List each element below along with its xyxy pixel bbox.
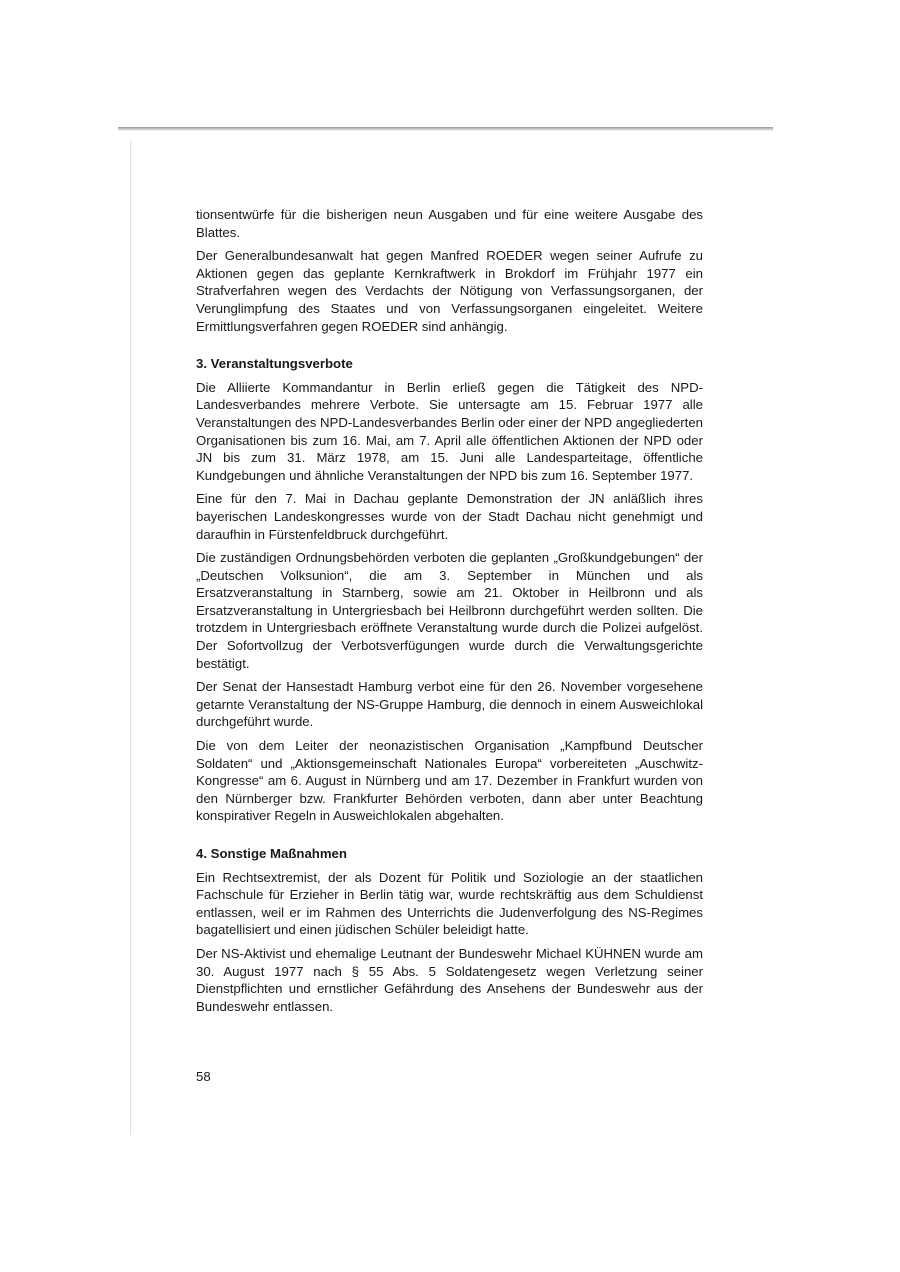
paragraph-intro-2: Der Generalbundesanwalt hat gegen Manfred ROEDER wegen seiner Aufrufe zu Aktionen gegen das geplante Kernkraftwerk in Brokdorf im Frühjahr 1977 ein Strafverfahren wegen des Verdachts der Nötigung von Verfassungsorganen, der Verunglimpfung des Staates und von Verfassungsorganen eingeleitet. Weitere Ermittlungsverfahren gegen ROEDER sind anhängig. [196, 248, 703, 334]
section-4-paragraph-1: Ein Rechtsextremist, der als Dozent für Politik und Soziologie an der staatlichen Fachschule für Erzieher in Berlin tätig war, wurde rechtskräftig aus dem Schuldienst entlassen, weil er im Rahmen des Unterrichts die Judenverfolgung des NS-Regimes bagatellisiert und einen jüdischen Schüler beleidigt hatte. [196, 869, 703, 938]
section-4-heading: 4. Sonstige Maßnahmen [196, 846, 347, 861]
section-3-paragraph-2: Eine für den 7. Mai in Dachau geplante Demonstration der JN anläßlich ihres bayerischen Landeskongresses wurde von der Stadt Dachau nicht genehmigt und daraufhin in Fürstenfeldbruck durchgeführt. [196, 491, 703, 542]
scan-edge-left [130, 140, 132, 1135]
page-body [196, 206, 703, 1021]
paragraph-intro-1: tionsentwürfe für die bisherigen neun Ausgaben und für eine weitere Ausgabe des Blattes. [196, 207, 703, 240]
scan-edge-top [118, 127, 773, 131]
section-3-paragraph-5: Die von dem Leiter der neonazistischen Organisation „Kampfbund Deutscher Soldaten“ und „Aktionsgemeinschaft Nationales Europa“ vorbereiteten „Auschwitz-Kongresse“ am 6. August in Nürnberg und am 17. Dezember in Frankfurt wurden von den Nürnberger bzw. Frankfurter Behörden verboten, dann aber unter Beachtung konspirativer Regeln in Ausweichlokalen abgehalten. [196, 738, 703, 824]
section-4-paragraph-2: Der NS-Aktivist und ehemalige Leutnant der Bundeswehr Michael KÜHNEN wurde am 30. August 1977 nach § 55 Abs. 5 Soldatengesetz wegen Verletzung seiner Dienstpflichten und ernstlicher Gefährdung des Ansehens der Bundeswehr aus der Bundeswehr entlassen. [196, 945, 703, 1014]
section-3-paragraph-3: Die zuständigen Ordnungsbehörden verboten die geplanten „Großkundgebungen“ der „Deutschen Volksunion“, die am 3. September in München und als Ersatzveranstaltung in Starnberg, sowie am 21. Oktober in Heilbronn und als Ersatzveranstaltung in Untergriesbach bei Heilbronn durchgeführt werden sollten. Die trotzdem in Untergriesbach eröffnete Veranstaltung wurde durch die Polizei aufgelöst. Der Sofortvollzug der Verbotsverfügungen wurde durch die Verwaltungsgerichte bestätigt. [196, 550, 703, 671]
section-3-paragraph-4: Der Senat der Hansestadt Hamburg verbot eine für den 26. November vorgesehene getarnte Veranstaltung der NS-Gruppe Hamburg, die dennoch in einem Ausweichlokal durchgeführt wurde. [196, 679, 703, 730]
section-3-heading: 3. Veranstaltungsverbote [196, 356, 353, 372]
section-3-paragraph-1: Die Alliierte Kommandantur in Berlin erließ gegen die Tätigkeit des NPD-Landesverbandes mehrere Verbote. Sie untersagte am 15. Februar 1977 alle Veranstaltungen des NPD-Landesverbandes Berlin oder einer der NPD angegliederten Organisationen bis zum 16. Mai, am 7. April alle öffentlichen Aktionen der NPD oder JN bis zum 31. März 1978, am 15. Juni alle Landesparteitage, öffentliche Kundgebungen und ähnliche Veranstaltungen der NPD bis zum 16. September 1977. [196, 379, 703, 483]
page-number: 58 [196, 1069, 211, 1084]
